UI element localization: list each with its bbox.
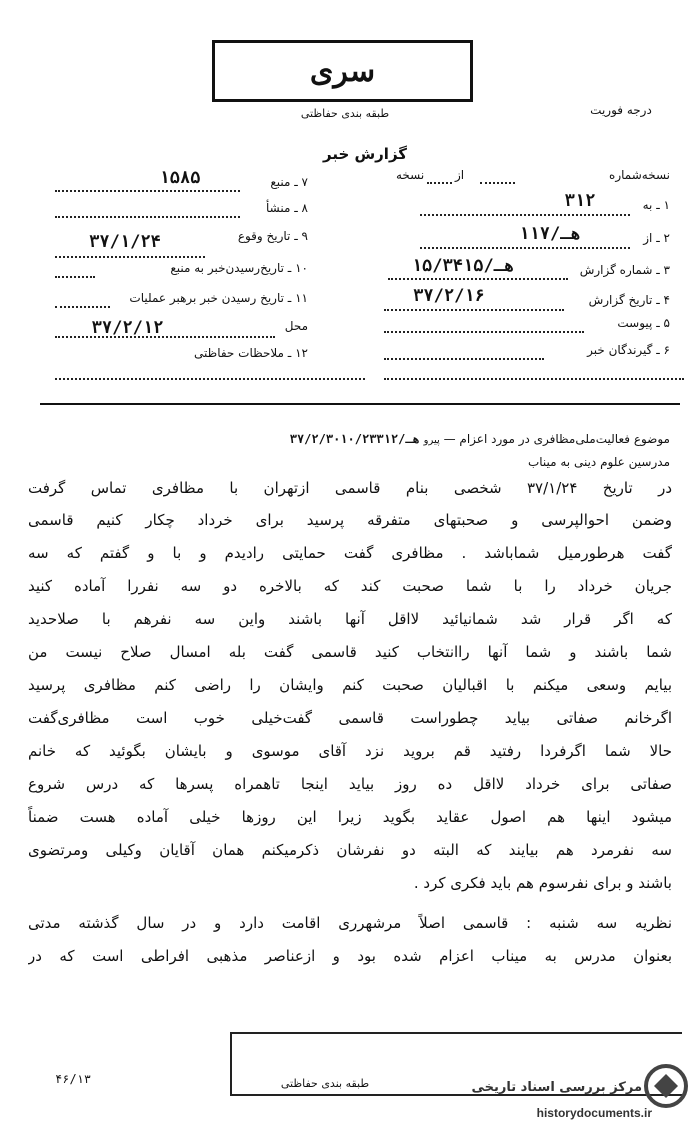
watermark-url: historydocuments.ir <box>536 1106 652 1120</box>
field-source-arrival-date-label: ۱۰ ـ تاریخ‌رسیدن‌خبر به منبع <box>170 261 308 275</box>
field-report-date-dots <box>384 309 564 311</box>
field-to-dots <box>420 214 630 216</box>
body-line: باشند و برای نفرسوم هم باید فکری کرد . <box>413 874 672 892</box>
body-line: بعنوان مدرس به میناب اعزام شده بود و ازعناصر مذهبی افراطی است که در <box>28 947 672 965</box>
body-line: حالا شما اگرفردا رفتید قم بروید نزد آقای موسوی و بایشان بگوئید که خانم <box>28 742 672 760</box>
separator-line <box>40 403 680 405</box>
field-report-date <box>589 290 670 310</box>
field-source-dots <box>55 190 240 192</box>
subject-line: موضوع فعالیت‌ملی‌مظافری در مورد اعزام — پیرو ۳۷/۲/۳۰۱۰/هـ/۲۳۳۱۲ <box>289 432 670 446</box>
field-place-value: ۳۷/۲/۱۲ <box>91 318 164 338</box>
field-source-arrival-dots <box>55 276 95 278</box>
body-line: شما باشند و شما آنها راانتخاب کنید قاسمی گفت بله امسال صلاح نیست من <box>28 643 672 661</box>
field-from-dots <box>420 247 630 249</box>
field-to-value: ۳۱۲ <box>564 191 596 211</box>
body-line: نظریه سه شنبه : قاسمی اصلاً مرشهرری اقامت دارد و در سال گذشته مدتی <box>28 914 672 932</box>
field-from-label: ۲ ـ از <box>643 231 670 245</box>
body-line: وضمن احوالپرسی و صحبتهای متفرقه پرسید برای خرداد چکار کنیم قاسمی <box>28 511 672 529</box>
body-line: که اگر قرار شد شمانیائید لااقل آنها باشند واین سه نفرهم با صلاحدید <box>28 610 672 628</box>
field-source <box>270 172 308 192</box>
field-attachment-label: ۵ ـ پیوست <box>617 316 670 330</box>
classification-bottom: طبقه بندی حفاظتی <box>280 1077 370 1090</box>
field-source-arrival-date <box>170 258 308 278</box>
watermark-mark-icon <box>654 1074 678 1098</box>
field-recipients-label: ۶ ـ گیرندگان خبر <box>587 343 670 357</box>
field-ops-arrival-dots <box>55 306 110 308</box>
field-from <box>643 228 670 248</box>
body-line: بیایم وسعی میکنم با اقبالیان صحبت کنم وایشان را راضی کنم مظافری پرسید <box>28 676 672 694</box>
field-event-date-value: ۳۷/۱/۲۴ <box>89 232 161 252</box>
subject-label: موضوع <box>633 432 670 446</box>
field-report-number <box>580 260 670 280</box>
field-recipients-dots-2 <box>384 378 684 380</box>
subject-code: ۳۷/۲/۳۰۱۰/هـ/۲۳۳۱۲ <box>289 432 420 446</box>
field-place-dots <box>55 336 275 338</box>
field-origin <box>266 198 308 218</box>
field-report-number-dots <box>388 278 568 280</box>
field-recipients <box>587 340 670 360</box>
body-line: گفت هرطورمیل شماباشد . مظافری گفت حمایتی رادیدم و با و گفتم که سه <box>28 544 672 562</box>
field-ops-arrival-date-label: ۱۱ ـ تاریخ رسیدن خبر برهبر عملیات <box>129 291 308 305</box>
body-line: جریان خرداد را با شما صحبت کند که بالاخره دو سه نفررا آماده کنید <box>28 577 672 595</box>
stamp-text: سری <box>309 53 376 89</box>
copy-from-dots <box>427 182 452 184</box>
body-line: صفاتی برای خرداد لااقل ده روز بیاید اینجا تاهمراه پسرها که درس شروع <box>28 775 672 793</box>
field-from-value: ۱۱۷/هـ <box>519 224 581 244</box>
field-attachment-dots <box>384 331 584 333</box>
field-report-date-label: ۴ ـ تاریخ گزارش <box>588 293 670 307</box>
body-line: سه نفرمرد هم بیایند که البته دو نفرشان ذکرمیکنم همان آقایان وکیلی ومرتضوی <box>28 841 672 859</box>
field-recipients-dots <box>384 358 544 360</box>
field-attachment <box>617 313 670 333</box>
field-source-label: ۷ ـ منبع <box>270 175 308 189</box>
field-origin-dots <box>55 216 240 218</box>
field-security-notes <box>194 343 308 363</box>
field-to-label: ۱ ـ به <box>642 198 670 212</box>
body-line: اگرخانم صفاتی بیاید چطوراست قاسمی گفت‌خیلی خوب است مظافری‌گفت <box>28 709 672 727</box>
copy-number-label: نسخه‌شماره <box>609 168 670 182</box>
field-to <box>643 195 670 215</box>
field-security-notes-label: ۱۲ ـ ملاحظات حفاظتی <box>194 346 308 360</box>
report-title: گزارش خبر <box>322 145 408 163</box>
secret-stamp <box>212 40 473 102</box>
body-line: در تاریخ ۳۷/۱/۲۴ شخصی بنام قاسمی ازتهران با مظافری تماس گرفت <box>28 479 672 497</box>
urgency-label: درجه فوریت <box>590 103 652 117</box>
body-line: میشود اینها هم اصول عقاید بگوید زیرا این روزها خیلی آماده هست ضمناً <box>28 808 672 826</box>
subject-line-2: مدرسین علوم دینی به میناب <box>527 455 670 469</box>
page-reference: ۴۶/۱۳ <box>55 1072 92 1086</box>
field-place-label: محل <box>284 319 308 333</box>
classification-top: طبقه بندی حفاظتی <box>300 107 390 120</box>
field-event-date <box>238 226 308 246</box>
field-report-number-label: ۳ ـ شماره گزارش <box>579 263 670 277</box>
field-report-date-value: ۳۷/۲/۱۶ <box>413 286 485 306</box>
copy-number-field <box>609 165 670 185</box>
field-ops-arrival-date <box>129 288 308 308</box>
copy-from-label: از <box>455 168 465 182</box>
field-report-number-value: ۱۵/۳۴۱۵/هـ <box>411 256 515 276</box>
copy-number-dots <box>480 182 515 184</box>
copy-label: نسخه <box>396 168 425 182</box>
field-security-notes-dots <box>55 378 365 380</box>
subject-text: فعالیت‌ملی‌مظافری در مورد اعزام <box>459 432 630 446</box>
watermark-text: مرکز بررسی اسناد تاریخی <box>471 1080 642 1095</box>
field-source-value: ۱۵۸۵ <box>159 168 201 188</box>
field-event-date-label: ۹ ـ تاریخ وقوع <box>237 229 308 243</box>
field-origin-label: ۸ ـ منشأ <box>265 201 308 215</box>
field-place <box>285 316 308 336</box>
subject-annotation: پیرو <box>423 435 440 446</box>
